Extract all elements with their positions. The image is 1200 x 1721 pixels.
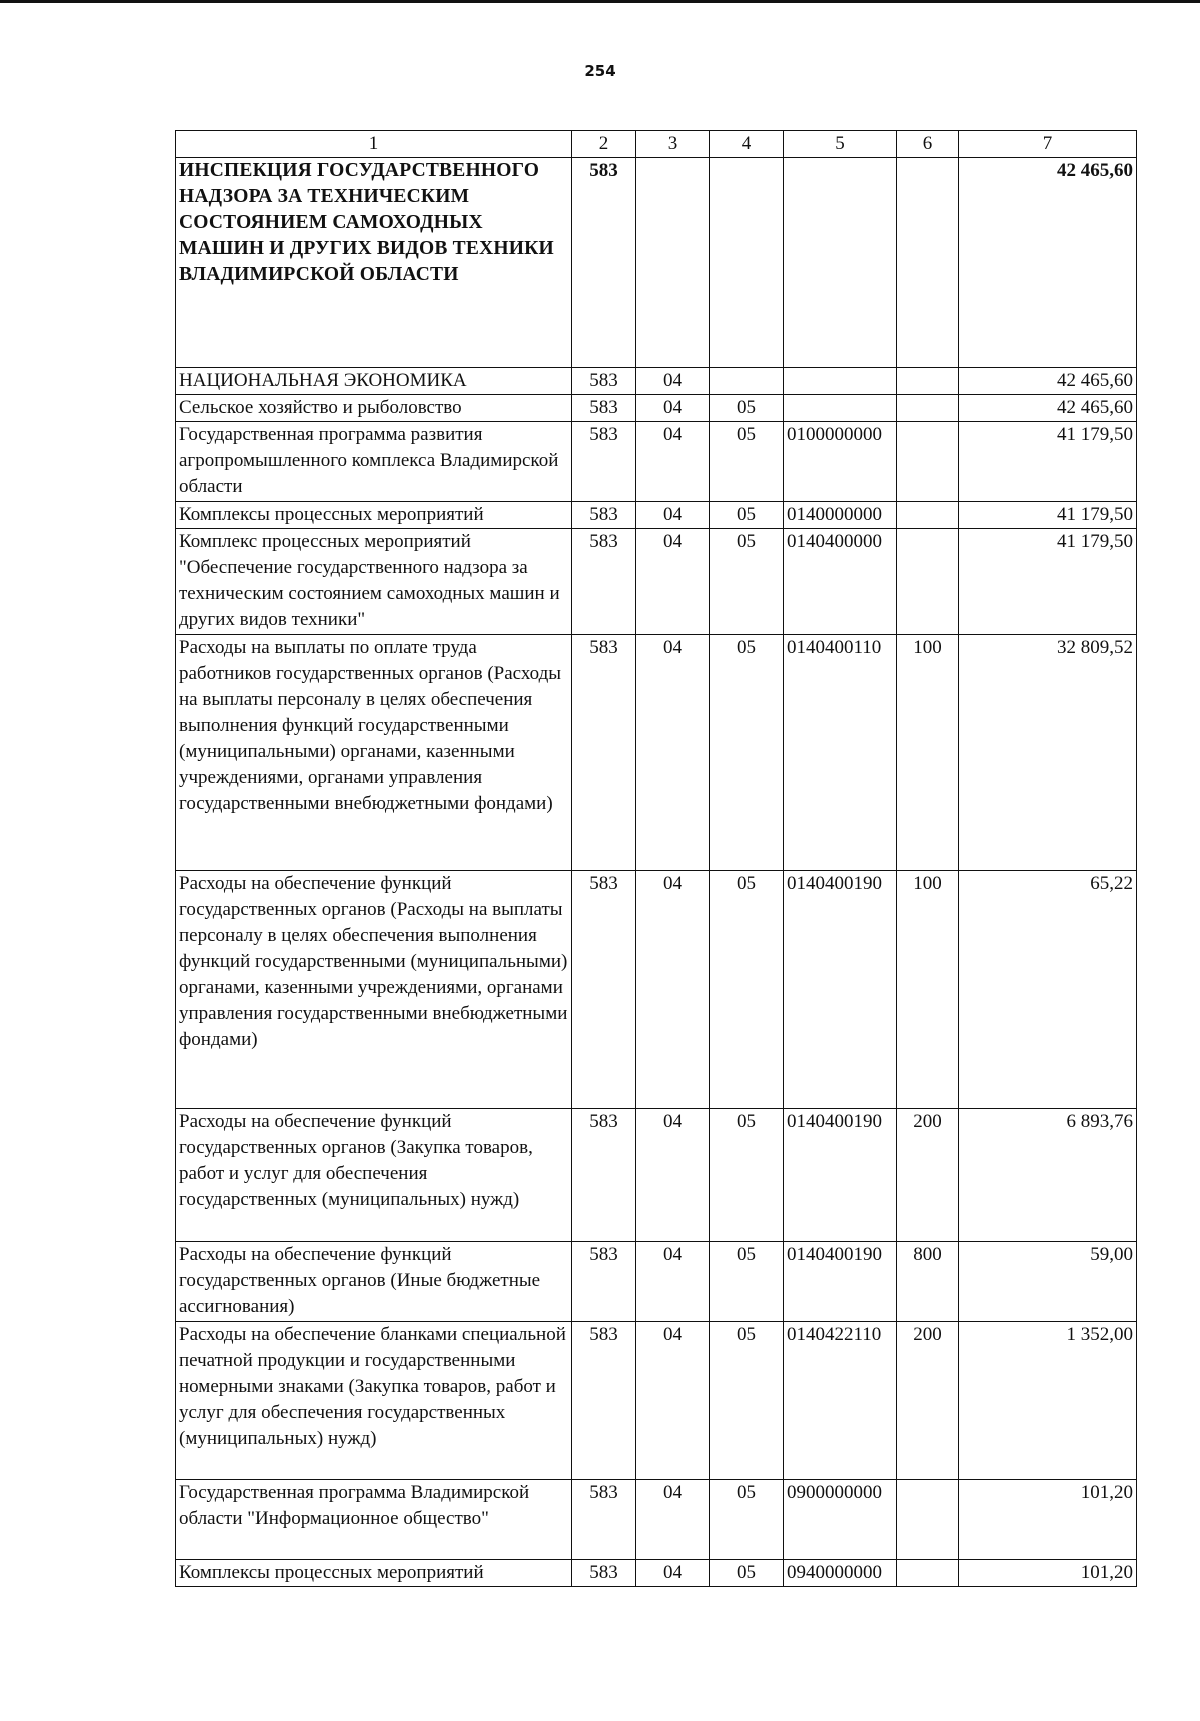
row-ved: 583 [572, 1560, 636, 1587]
row-rz: 04 [636, 1242, 710, 1322]
row-name: Государственная программа Владимирской области "Информационное общество" [176, 1480, 572, 1560]
row-ved: 583 [572, 529, 636, 635]
row-vr [897, 368, 959, 395]
row-name: Комплексы процессных мероприятий [176, 502, 572, 529]
row-pr: 05 [710, 1560, 784, 1587]
row-ved: 583 [572, 368, 636, 395]
table-row [176, 422, 1137, 502]
row-name: Расходы на обеспечение функций государственных органов (Расходы на выплаты персоналу в целях обеспечения выполнения функций государственными (муниципальными) органами, казенными учреждениями, органами управления государственными внебюджетными фондами) [176, 871, 572, 1109]
row-csr: 0140400000 [784, 529, 897, 635]
row-rz: 04 [636, 1109, 710, 1242]
row-pr: 05 [710, 529, 784, 635]
table-row [176, 1322, 1137, 1480]
top-border-line [0, 0, 1200, 3]
table-row [176, 368, 1137, 395]
row-csr: 0140000000 [784, 502, 897, 529]
row-pr: 05 [710, 1322, 784, 1480]
row-name: Комплекс процессных мероприятий "Обеспечение государственного надзора за техническим состоянием самоходных машин и других видов техники" [176, 529, 572, 635]
row-pr: 05 [710, 1480, 784, 1560]
row-pr [710, 158, 784, 368]
row-rz [636, 158, 710, 368]
row-pr: 05 [710, 395, 784, 422]
row-name: Расходы на обеспечение функций государственных органов (Иные бюджетные ассигнования) [176, 1242, 572, 1322]
row-vr [897, 529, 959, 635]
row-ved: 583 [572, 395, 636, 422]
row-pr: 05 [710, 1242, 784, 1322]
row-ved: 583 [572, 1242, 636, 1322]
row-ved: 583 [572, 158, 636, 368]
table-header-row [176, 131, 1137, 158]
row-rz: 04 [636, 529, 710, 635]
table-row [176, 871, 1137, 1109]
table-row [176, 502, 1137, 529]
row-vr [897, 502, 959, 529]
row-ved: 583 [572, 422, 636, 502]
column-header: 2 [572, 131, 636, 158]
row-csr: 0140400110 [784, 635, 897, 871]
row-rz: 04 [636, 1560, 710, 1587]
row-sum: 101,20 [959, 1480, 1137, 1560]
column-header: 3 [636, 131, 710, 158]
row-rz: 04 [636, 871, 710, 1109]
row-sum: 32 809,52 [959, 635, 1137, 871]
table-row [176, 529, 1137, 635]
column-header: 1 [176, 131, 572, 158]
row-name: Расходы на обеспечение бланками специальной печатной продукции и государственными номерными знаками (Закупка товаров, работ и услуг для обеспечения государственных (муниципальных) нужд) [176, 1322, 572, 1480]
row-pr: 05 [710, 635, 784, 871]
row-sum: 41 179,50 [959, 529, 1137, 635]
row-vr: 100 [897, 635, 959, 871]
row-pr: 05 [710, 1109, 784, 1242]
row-vr: 200 [897, 1109, 959, 1242]
page-number: 254 [584, 62, 616, 80]
row-vr: 100 [897, 871, 959, 1109]
table-row [176, 1480, 1137, 1560]
row-rz: 04 [636, 1480, 710, 1560]
row-sum: 101,20 [959, 1560, 1137, 1587]
row-csr: 0140400190 [784, 1242, 897, 1322]
row-ved: 583 [572, 871, 636, 1109]
row-vr [897, 1480, 959, 1560]
row-vr: 200 [897, 1322, 959, 1480]
row-ved: 583 [572, 1322, 636, 1480]
row-rz: 04 [636, 635, 710, 871]
row-vr [897, 158, 959, 368]
row-sum: 42 465,60 [959, 158, 1137, 368]
row-rz: 04 [636, 502, 710, 529]
row-ved: 583 [572, 1109, 636, 1242]
row-ved: 583 [572, 635, 636, 871]
table-row [176, 1109, 1137, 1242]
row-sum: 42 465,60 [959, 368, 1137, 395]
row-sum: 41 179,50 [959, 502, 1137, 529]
row-rz: 04 [636, 395, 710, 422]
row-sum: 6 893,76 [959, 1109, 1137, 1242]
table-row [176, 1560, 1137, 1587]
row-csr: 0140422110 [784, 1322, 897, 1480]
row-name: Сельское хозяйство и рыболовство [176, 395, 572, 422]
row-sum: 41 179,50 [959, 422, 1137, 502]
budget-table [175, 130, 1137, 1587]
column-header: 5 [784, 131, 897, 158]
row-rz: 04 [636, 368, 710, 395]
column-header: 4 [710, 131, 784, 158]
row-rz: 04 [636, 1322, 710, 1480]
row-vr [897, 395, 959, 422]
row-csr [784, 395, 897, 422]
row-pr: 05 [710, 502, 784, 529]
row-rz: 04 [636, 422, 710, 502]
table-row [176, 395, 1137, 422]
row-ved: 583 [572, 502, 636, 529]
row-csr: 0100000000 [784, 422, 897, 502]
row-name: Государственная программа развития агропромышленного комплекса Владимирской области [176, 422, 572, 502]
row-csr: 0900000000 [784, 1480, 897, 1560]
row-vr: 800 [897, 1242, 959, 1322]
row-name: ИНСПЕКЦИЯ ГОСУДАРСТВЕННОГО НАДЗОРА ЗА ТЕХНИЧЕСКИМ СОСТОЯНИЕМ САМОХОДНЫХ МАШИН И ДРУГИХ ВИДОВ ТЕХНИКИ ВЛАДИМИРСКОЙ ОБЛАСТИ [176, 158, 572, 368]
row-name: Комплексы процессных мероприятий [176, 1560, 572, 1587]
row-pr [710, 368, 784, 395]
row-ved: 583 [572, 1480, 636, 1560]
row-name: Расходы на обеспечение функций государственных органов (Закупка товаров, работ и услуг для обеспечения государственных (муниципальных) нужд) [176, 1109, 572, 1242]
column-header: 6 [897, 131, 959, 158]
row-pr: 05 [710, 871, 784, 1109]
row-csr: 0140400190 [784, 871, 897, 1109]
row-name: Расходы на выплаты по оплате труда работников государственных органов (Расходы на выплаты персоналу в целях обеспечения выполнения функций государственными (муниципальными) органами, казенными учреждениями, органами управления государственными внебюджетными фондами) [176, 635, 572, 871]
table-row [176, 1242, 1137, 1322]
row-sum: 59,00 [959, 1242, 1137, 1322]
row-csr: 0940000000 [784, 1560, 897, 1587]
table-row [176, 158, 1137, 368]
row-csr [784, 158, 897, 368]
table-row [176, 635, 1137, 871]
row-csr [784, 368, 897, 395]
row-sum: 65,22 [959, 871, 1137, 1109]
column-header: 7 [959, 131, 1137, 158]
row-sum: 42 465,60 [959, 395, 1137, 422]
row-sum: 1 352,00 [959, 1322, 1137, 1480]
row-vr [897, 1560, 959, 1587]
row-pr: 05 [710, 422, 784, 502]
row-name: НАЦИОНАЛЬНАЯ ЭКОНОМИКА [176, 368, 572, 395]
row-csr: 0140400190 [784, 1109, 897, 1242]
row-vr [897, 422, 959, 502]
